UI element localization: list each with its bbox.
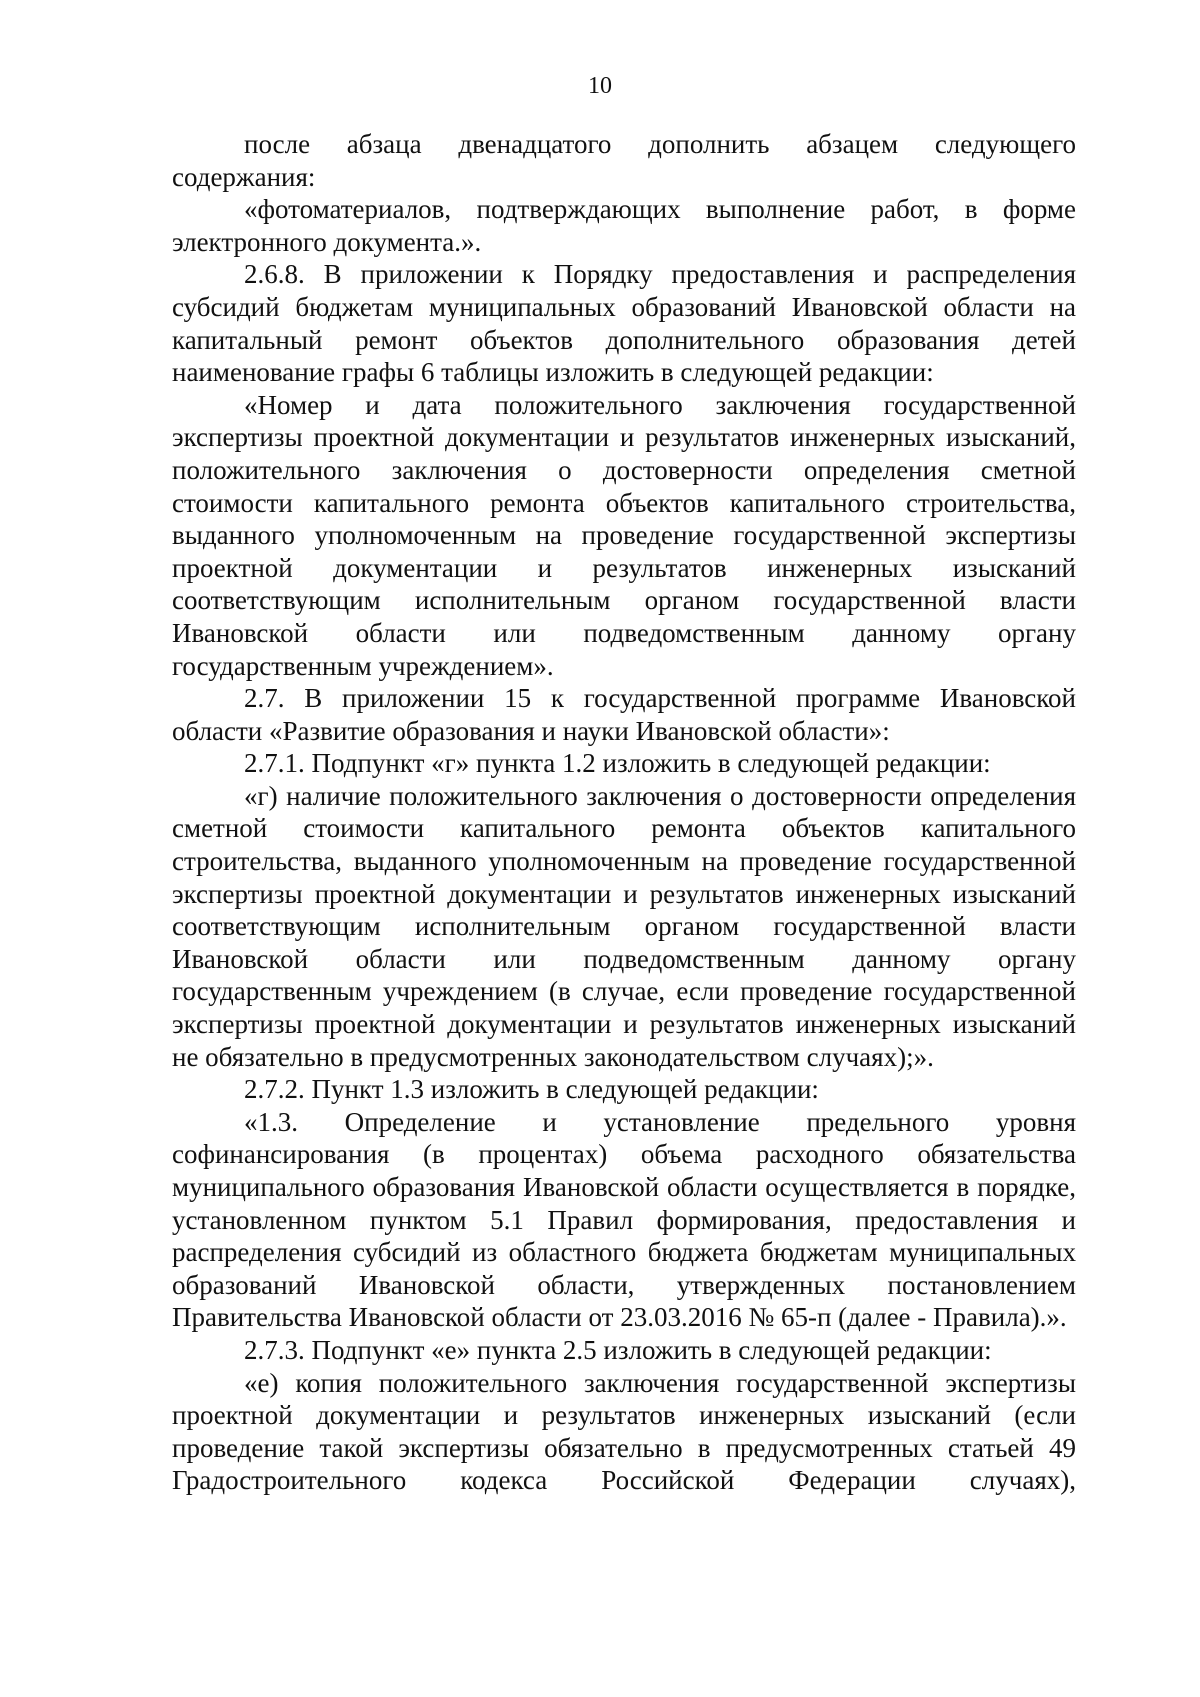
paragraph-2-7: 2.7. В приложении 15 к государственной программе Ивановской области «Развитие образования и науки Ивановской области»: [172,683,1076,746]
paragraph-2-7-3: 2.7.3. Подпункт «е» пункта 2.5 изложить в следующей редакции: [244,1334,992,1365]
paragraph-column-6-title: «Номер и дата положительного заключения государственной экспертизы проектной документации и результатов инженерных изысканий, положительного заключения о достоверности определения сметной стоимости капитального ремонта объектов капитального строительства, выданного уполномоченным на проведение государственной экспертизы проектной документации и результатов инженерных изысканий соответствующим исполнительным органом государственной власти Ивановской области или подведомственным данному органу государственным учреждением». [172,389,1076,681]
paragraph-2-7-2: 2.7.2. Пункт 1.3 изложить в следующей редакции: [244,1074,819,1105]
paragraph-1: после абзаца двенадцатого дополнить абзацем следующего содержания: [172,129,1076,192]
paragraph-2: «фотоматериалов, подтверждающих выполнение работ, в форме электронного документа.». [172,194,1076,257]
page-number: 10 [588,73,612,99]
paragraph-2-7-1: 2.7.1. Подпункт «г» пункта 1.2 изложить в следующей редакции: [244,748,991,779]
paragraph-subitem-g: «г) наличие положительного заключения о достоверности определения сметной стоимости капитального ремонта объектов капитального строительства, выданного уполномоченным на проведение государственной экспертизы проектной документации и результатов инженерных изысканий соответствующим исполнительным органом государственной власти Ивановской области или подведомственным данному органу государственным учреждением (в случае, если проведение государственной экспертизы проектной документации и результатов инженерных изысканий не обязательно в предусмотренных законодательством случаях);». [172,780,1076,1072]
paragraph-item-1-3: «1.3. Определение и установление предельного уровня софинансирования (в процентах) объема расходного обязательства муниципального образования Ивановской области осуществляется в порядке, установленном пунктом 5.1 Правил формирования, предоставления и распределения субсидий из областного бюджета бюджетам муниципальных образований Ивановской области, утвержденных постановлением Правительства Ивановской области от 23.03.2016 № 65-п (далее - Правила).». [172,1106,1076,1333]
paragraph-2-6-8: 2.6.8. В приложении к Порядку предоставления и распределения субсидий бюджетам муниципальных образований Ивановской области на капитальный ремонт объектов дополнительного образования детей наименование графы 6 таблицы изложить в следующей редакции: [172,259,1076,388]
paragraph-subitem-e: «е) копия положительного заключения государственной экспертизы проектной документации и результатов инженерных изысканий (если проведение такой экспертизы обязательно в предусмотренных статьей 49 Градостроительного кодекса Российской Федерации случаях), [172,1367,1076,1496]
document-body [172,128,1076,1497]
